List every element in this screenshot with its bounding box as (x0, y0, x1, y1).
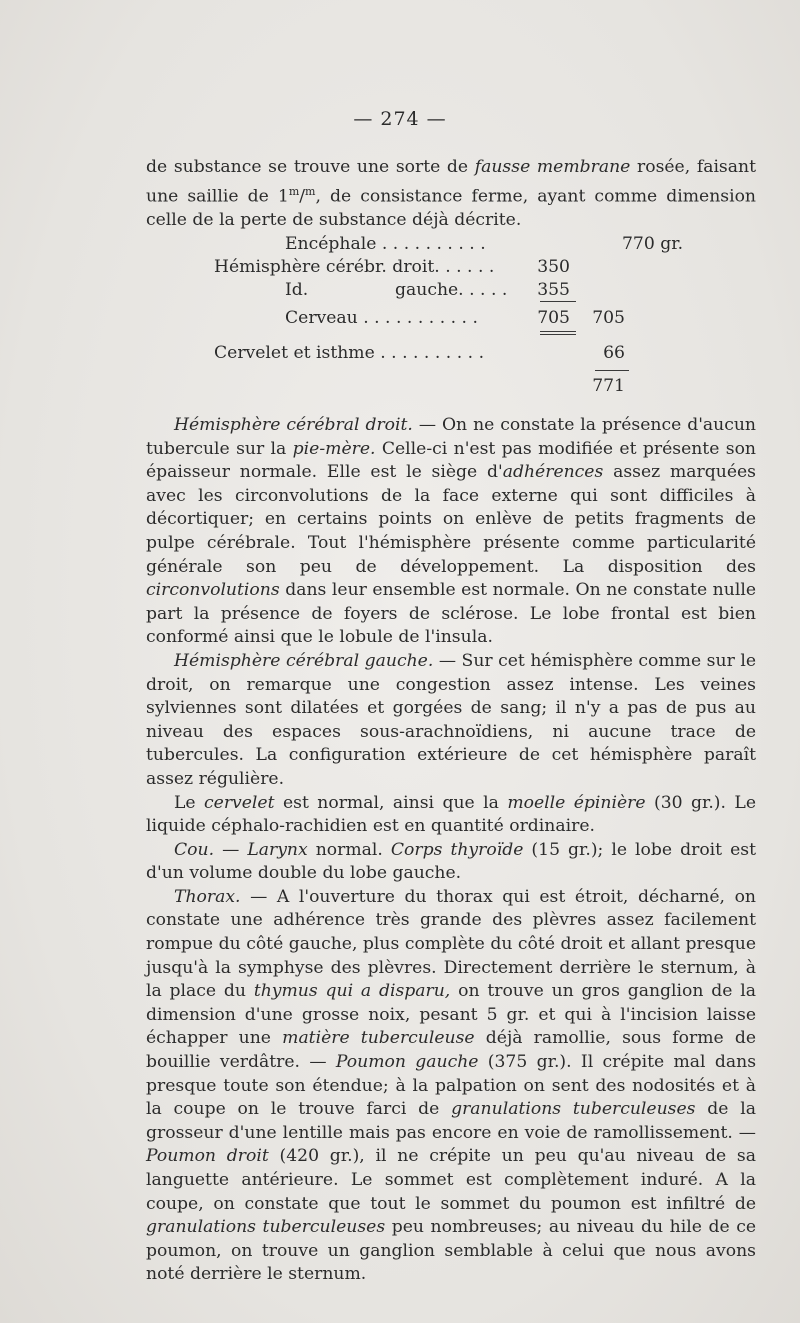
label-id: Id. (285, 280, 309, 300)
text: déjà ramollie, sous forme de bouillie verdâtre. — (146, 1028, 757, 1073)
italic-text: granulations tuberculeuses (146, 1217, 386, 1238)
value-cerveau-carried: 705 (592, 308, 625, 328)
double-rule-top (540, 331, 576, 332)
text: — (214, 839, 248, 860)
text: Celle-ci n'est pas modifiée et présente son épaisseur normale. Elle est le siège d' (146, 438, 756, 483)
text: (420 gr.), il ne crépite un peu qu'au niveau de sa languette antérieure. Le sommet est complètement induré. A la coupe, on constate que tout le sommet du poumon est infiltré de (146, 1146, 756, 1214)
unit-superscript: m (288, 184, 300, 198)
text: — On ne constate la présence d'aucun tubercule sur la (146, 415, 756, 459)
italic-text: Corps thyroïde (390, 839, 524, 860)
italic-text: thymus qui a disparu, (253, 981, 451, 1002)
text: on trouve un gros ganglion de la dimension d'une grosse noix, pesant 5 gr. et qui à l'incision laisse échapper une (146, 981, 757, 1049)
italic-text: Poumon droit (146, 1146, 269, 1167)
unit-superscript: m (305, 184, 316, 198)
sum-rule (540, 301, 576, 302)
label-hemisphere-droit: Hémisphère cérébr. droit. . . . . . (214, 257, 495, 277)
label-encephale: Encéphale . . . . . . . . . . (285, 234, 486, 254)
text: rosée, faisant une saillie de 1 (146, 157, 756, 207)
italic-text: pie-mère. (292, 438, 376, 459)
italic-text: Poumon gauche (335, 1052, 479, 1073)
value-encephale: 770 gr. (622, 234, 684, 254)
paragraph-cervelet (146, 792, 756, 839)
italic-text: granulations tuberculeuses (451, 1099, 696, 1120)
italic-text: adhérences (502, 462, 604, 483)
text: de la grosseur d'une lentille mais pas encore en voie de ramollissement. — (146, 1099, 756, 1143)
text: — Sur cet hémisphère comme sur le droit, on remarque une congestion assez intense. Les veines sylviennes sont dilatées et gorgées de sang; il n'y a pas de pus au niveau des espaces sous-arachnoïdiens, ni aucune trace de tubercules. La configuration extérieure de cet hémisphère paraît assez régulière. (146, 650, 756, 789)
italic-text: cervelet (204, 792, 275, 813)
value-cerveau: 705 (537, 308, 570, 328)
text: (30 gr.). Le liquide céphalo-rachidien est en quantité ordinaire. (146, 792, 757, 837)
page-number: — 274 — (353, 108, 447, 130)
label-gauche: gauche. . . . . (395, 280, 508, 300)
label-cerveau: Cerveau . . . . . . . . . . . (285, 308, 478, 328)
text: , de consistance ferme, ayant comme dimension celle de la perte de substance déjà décrite. (146, 186, 757, 230)
unit-slash: / (299, 186, 306, 207)
text: (15 gr.); le lobe droit est d'un volume double du lobe gauche. (146, 839, 757, 884)
findings-text (146, 414, 756, 1287)
italic-text: Larynx (247, 839, 308, 860)
value-total: 771 (592, 376, 625, 396)
section-title: Hémisphère cérébral droit. (174, 415, 413, 435)
value-hemisphere-droit: 350 (537, 257, 570, 277)
text: est normal, ainsi que la (274, 792, 508, 813)
total-rule (595, 370, 629, 371)
paragraph-thorax (146, 886, 756, 1287)
value-cervelet: 66 (603, 343, 625, 363)
text: assez marquées avec les circonvolutions de la face externe qui sont difficiles à décortiquer; en certains points on enlève de petits fragments de pulpe cérébrale. Tout l'hémisphère présente comme particularité générale son peu de développement. La disposition des (146, 462, 756, 577)
double-rule-bottom (540, 334, 576, 335)
paragraph-cou (146, 839, 756, 886)
text: peu nombreuses; au niveau du hile de ce poumon, on trouve un ganglion semblable à celui que nous avons noté derrière le sternum. (146, 1217, 756, 1285)
text: dans leur ensemble est normale. On ne constate nulle part la présence de foyers de sclérose. Le lobe frontal est bien conformé ainsi que le lobule de l'insula. (146, 580, 756, 648)
value-hemisphere-gauche: 355 (537, 280, 570, 300)
text: (375 gr.). Il crépite mal dans presque toute son étendue; à la palpation on sent des nodosités et à la coupe on le trouve farci de (146, 1052, 757, 1120)
section-title: Cou. (174, 839, 215, 860)
text: normal. (307, 839, 391, 860)
italic-text: moelle épinière (507, 792, 646, 813)
section-title: Hémisphère cérébral gauche. (174, 650, 434, 671)
label-cervelet: Cervelet et isthme . . . . . . . . . . (214, 343, 485, 363)
text: — A l'ouverture du thorax qui est étroit, décharné, on constate une adhérence très grande des plèvres assez facilement rompue du côté gauche, plus complète du côté droit et allant presque jusqu'à la symphyse des plèvres. Directement derrière le sternum, à la place du (146, 886, 756, 1002)
paragraph-hemisphere-droit (146, 414, 756, 650)
italic-text: matière tuberculeuse (282, 1028, 475, 1049)
paragraph-hemisphere-gauche (146, 650, 756, 792)
text: Le (174, 792, 205, 813)
section-title: Thorax. (174, 886, 241, 907)
text: de substance se trouve une sorte de (146, 157, 475, 177)
italic-text: fausse membrane (474, 157, 631, 177)
italic-text: circonvolutions (146, 580, 280, 601)
